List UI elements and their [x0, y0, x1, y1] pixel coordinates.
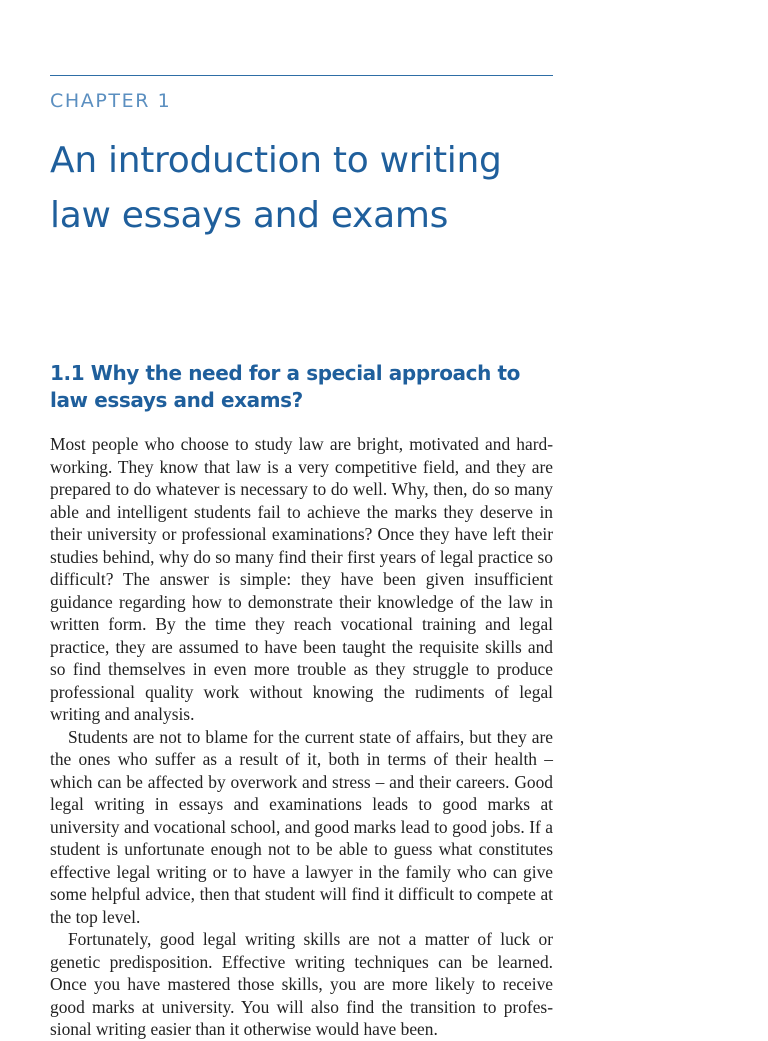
section-heading: 1.1 Why the need for a special approach to law essays and exams? [50, 361, 520, 412]
body-text [50, 433, 553, 1041]
paragraph-2: Students are not to blame for the current state of affairs, but they are the ones who suffer as a result of it, both in terms of their health – which can be affected by overwork and stress – and their careers. Good legal writing in essays and examinations leads to good marks at university and vocational school, and good marks lead to good jobs. If a student is unfortunate enough not to be able to guess what constitutes effective legal writing or to have a lawyer in the family who can give some helpful advice, then that student will find it difficult to compete at the top level. [50, 726, 553, 927]
chapter-label: CHAPTER 1 [50, 90, 172, 112]
chapter-title: An introduction to writing law essays and exams [50, 140, 502, 236]
chapter-divider-rule [50, 75, 553, 76]
paragraph-3: Fortunately, good legal writing skills are not a matter of luck or genetic predisposition. Effective writing techniques can be learned. Once you have mastered those skills, you are more likely to receive good marks at university. You will also find the transition to professional writing easier than it otherwise would have been. [50, 929, 553, 1039]
paragraph-1: Most people who choose to study law are bright, motivated and hard-working. They know that law is a very competitive field, and they are prepared to do whatever is necessary to do well. Why, then, do so many able and intelligent students fail to achieve the marks they deserve in their university or professional examinations? Once they have left their studies behind, why do so many find their first years of legal practice so difficult? The answer is simple: they have been given insufficient guidance regarding how to demonstrate their knowledge of the law in written form. By the time they reach vocational training and legal practice, they are assumed to have been taught the requisite skills and so find themselves in even more trouble as they struggle to produce professional quality work without knowing the rudiments of legal writing and analysis. [50, 434, 553, 724]
